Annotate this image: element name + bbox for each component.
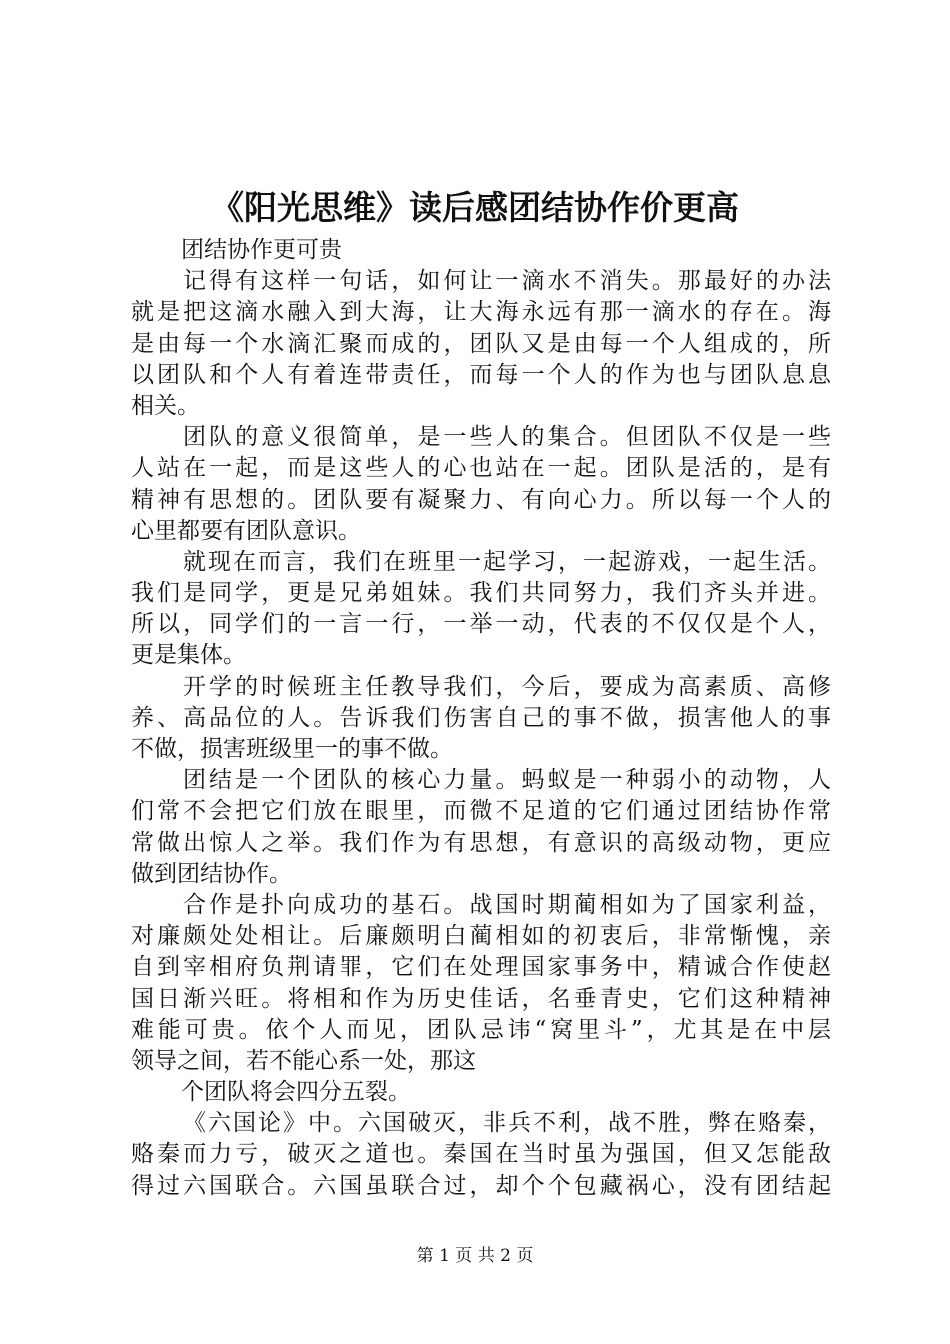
text-line: 就现在而言，我们在班里一起学习，一起游戏，一起生活。	[183, 548, 831, 575]
text-line: 《六国论》中。六国破灭，非兵不利，战不胜，弊在赂秦，	[183, 1110, 831, 1137]
document-title: 《阳光思维》读后感团结协作价更高	[211, 188, 739, 227]
text-line: 团结协作更可贵	[181, 237, 342, 263]
text-line: 更是集体。	[131, 642, 246, 669]
text-line: 团结是一个团队的核心力量。蚂蚁是一种弱小的动物，人	[183, 767, 831, 794]
text-line: 难能可贵。依个人而见，团队忌讳“窝里斗”，尤其是在中层	[131, 1016, 831, 1043]
text-line: 开学的时候班主任教导我们，今后，要成为高素质、高修	[183, 673, 831, 700]
text-line: 记得有这样一句话，如何让一滴水不消失。那最好的办法	[183, 268, 831, 295]
text-line: 赂秦而力亏，破灭之道也。秦国在当时虽为强国，但又怎能敌	[131, 1141, 831, 1168]
text-line: 人站在一起，而是这些人的心也站在一起。团队是活的，是有	[131, 455, 831, 482]
text-line: 国日渐兴旺。将相和作为历史佳话，名垂青史，它们这种精神	[131, 985, 831, 1012]
text-line: 心里都要有团队意识。	[131, 517, 361, 544]
text-line: 以团队和个人有着连带责任，而每一个人的作为也与团队息息	[131, 361, 831, 388]
text-line: 对廉颇处处相让。后廉颇明白蔺相如的初衷后，非常惭愧，亲	[131, 923, 831, 950]
text-line: 精神有思想的。团队要有凝聚力、有向心力。所以每一个人的	[131, 486, 831, 513]
text-line: 得过六国联合。六国虽联合过，却个个包藏祸心，没有团结起	[131, 1172, 831, 1199]
text-line: 个团队将会四分五裂。	[181, 1079, 411, 1106]
text-line: 领导之间，若不能心系一处，那这	[131, 1047, 476, 1074]
text-line: 我们是同学，更是兄弟姐妹。我们共同努力，我们齐头并进。	[131, 580, 831, 607]
text-line: 相关。	[131, 392, 200, 419]
text-line: 是由每一个水滴汇聚而成的，团队又是由每一个人组成的，所	[131, 330, 831, 357]
text-line: 做到团结协作。	[131, 860, 292, 887]
text-line: 常做出惊人之举。我们作为有思想，有意识的高级动物，更应	[131, 829, 831, 856]
page-footer: 第 1 页 共 2 页	[416, 1246, 534, 1266]
document-body	[131, 235, 831, 1202]
text-line: 不做，损害班级里一的事不做。	[131, 736, 453, 762]
text-line: 养、高品位的人。告诉我们伤害自己的事不做，损害他人的事	[131, 704, 831, 731]
text-line: 团队的意义很简单，是一些人的集合。但团队不仅是一些	[183, 424, 831, 451]
text-line: 所以，同学们的一言一行，一举一动，代表的不仅仅是个人，	[131, 611, 831, 638]
text-line: 自到宰相府负荆请罪，它们在处理国家事务中，精诚合作使赵	[131, 954, 831, 981]
text-line: 们常不会把它们放在眼里，而微不足道的它们通过团结协作常	[131, 798, 831, 825]
text-line: 就是把这滴水融入到大海，让大海永远有那一滴水的存在。海	[131, 299, 831, 326]
text-line: 合作是扑向成功的基石。战国时期蔺相如为了国家利益，	[183, 891, 831, 918]
